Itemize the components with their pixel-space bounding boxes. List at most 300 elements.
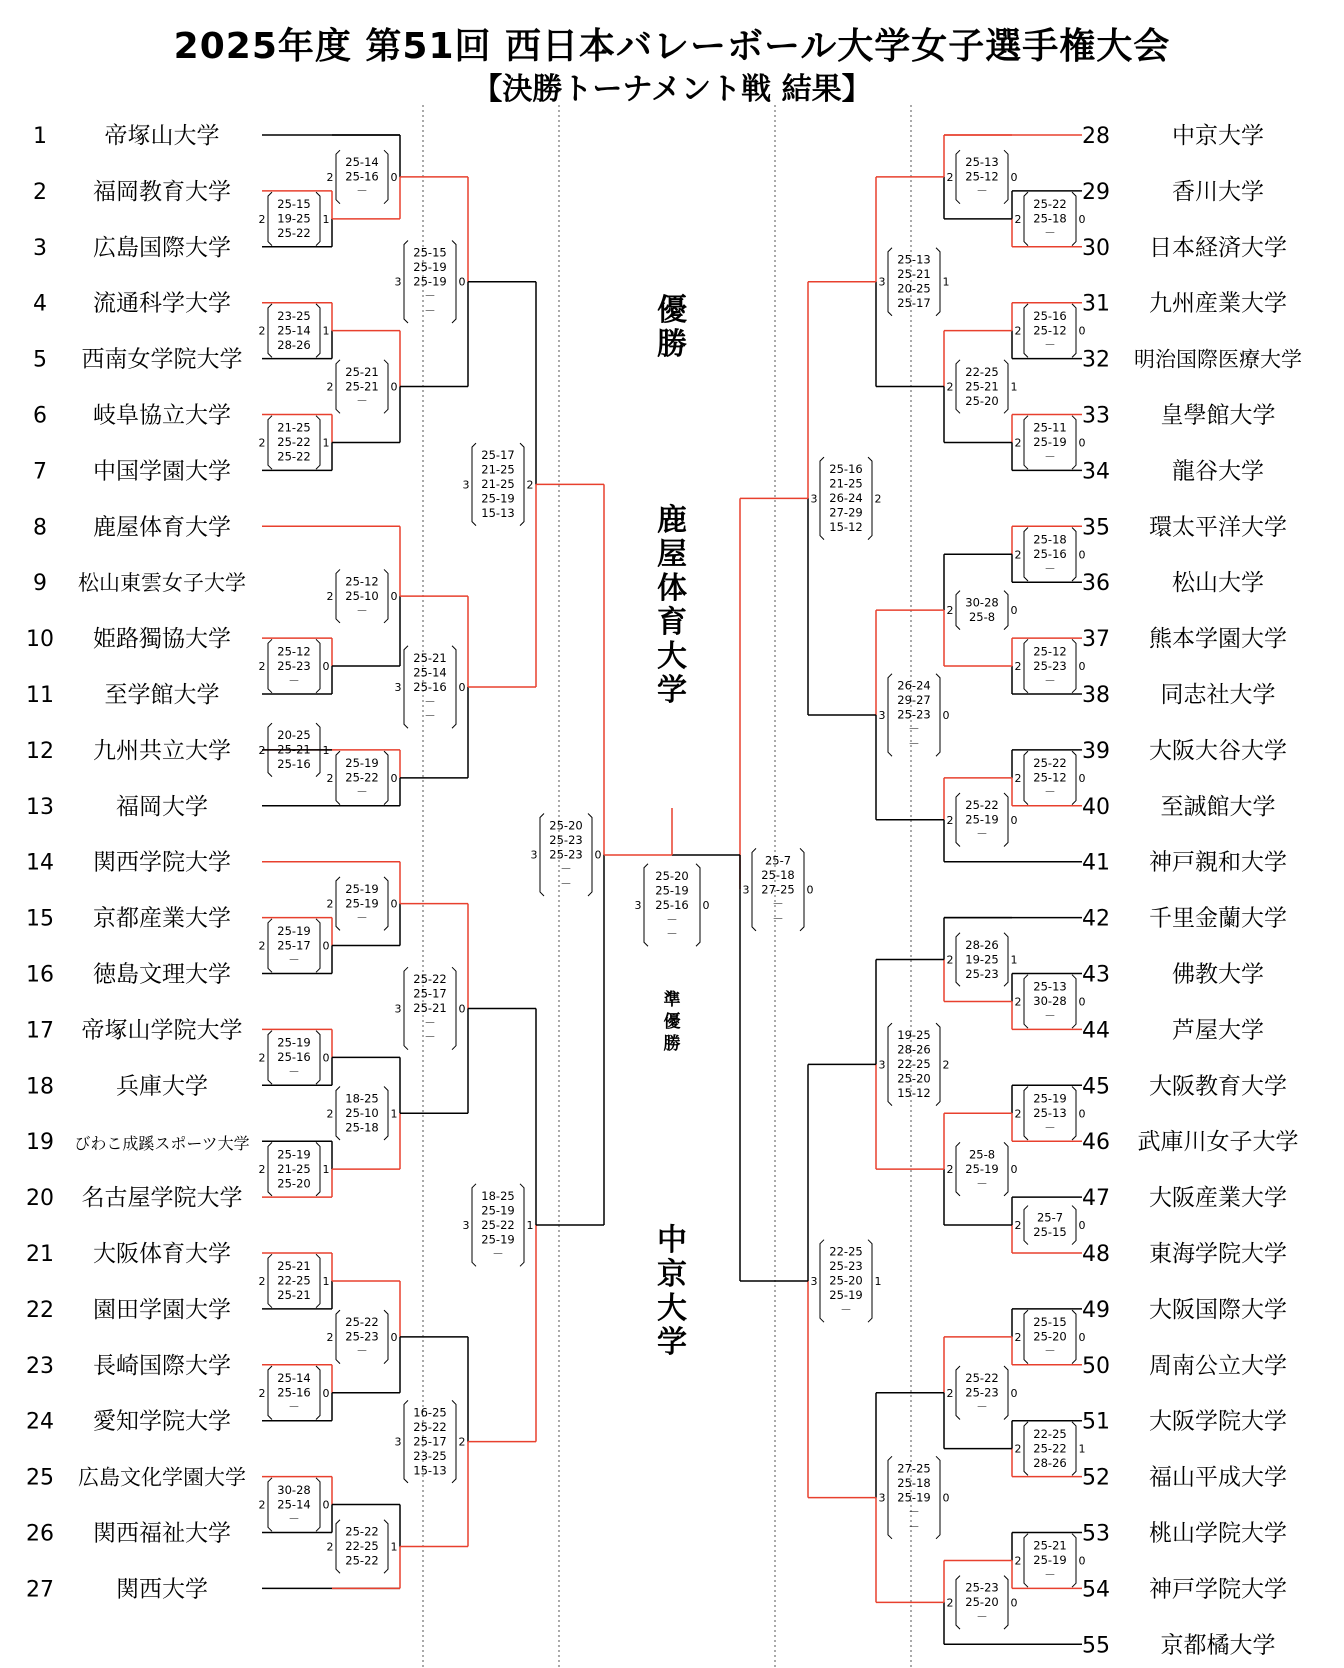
set-score: 25-23 (549, 847, 583, 862)
match-score (1015, 1534, 1086, 1588)
sets-won-b: 0 (942, 708, 950, 722)
set-score: 15-13 (481, 506, 515, 521)
team-number: 7 (33, 459, 47, 485)
set-score: 25-19 (481, 1203, 515, 1218)
sets-won-a: 2 (1014, 1330, 1022, 1344)
set-score: 25-22 (965, 798, 999, 813)
team-name: 帝塚山大学 (104, 123, 220, 149)
sets-won-a: 2 (326, 590, 334, 604)
sets-won-b: 0 (1078, 1107, 1086, 1121)
final-match-score (635, 864, 710, 947)
set-score: 25-23 (277, 658, 311, 673)
team-entry (26, 1241, 231, 1267)
match-score (879, 1456, 950, 1539)
bracket-bracket-left (1024, 1310, 1028, 1364)
match-score (395, 240, 466, 322)
sets-won-a: 2 (326, 1540, 334, 1554)
set-score: 25-19 (897, 1490, 931, 1505)
team-name: 姫路獨協大学 (93, 626, 231, 653)
sets-won-b: 0 (458, 681, 466, 695)
bracket-bracket-right (868, 1240, 872, 1323)
set-score: － (356, 184, 368, 199)
team-number: 37 (1082, 627, 1110, 653)
team-entry (26, 682, 220, 708)
team-number: 29 (1082, 179, 1110, 205)
set-score: － (1044, 673, 1056, 688)
set-score: 25-20 (277, 1176, 311, 1191)
set-score: 30-28 (965, 595, 999, 610)
set-score: 25-20 (549, 818, 583, 833)
bracket-bracket-right (1004, 1142, 1008, 1196)
sets-won-a: 2 (326, 771, 334, 785)
set-score: 25-21 (897, 267, 931, 282)
bracket-bracket-left (644, 864, 648, 947)
match-score (1015, 192, 1086, 246)
set-score: － (1044, 1120, 1056, 1135)
team-entry (1082, 348, 1302, 373)
match-score (879, 248, 950, 316)
team-entry (1082, 1521, 1287, 1547)
team-name: 福山平成大学 (1149, 1464, 1287, 1491)
sets-won-b: 0 (1078, 1219, 1086, 1233)
set-score: 25-16 (829, 462, 863, 477)
team-name: 関西福祉大学 (93, 1520, 231, 1547)
sets-won-a: 2 (1014, 660, 1022, 674)
set-score: 19-25 (965, 952, 999, 967)
set-score: 25-20 (655, 868, 689, 883)
match-score (879, 1023, 950, 1106)
sets-won-b: 0 (322, 939, 330, 953)
match-score (327, 150, 398, 204)
set-score: 25-16 (277, 757, 311, 772)
set-score: － (1044, 226, 1056, 241)
bracket-bracket-right (936, 1456, 940, 1539)
vertical-char: 優 (657, 293, 687, 328)
set-score: － (492, 1246, 504, 1261)
team-name: 大阪大谷大学 (1149, 737, 1287, 764)
vertical-char: 大 (657, 1291, 687, 1326)
bracket-bracket-left (888, 248, 892, 316)
team-number: 53 (1082, 1521, 1110, 1547)
set-score: 25-22 (965, 1371, 999, 1385)
team-name: 龍谷大学 (1172, 458, 1264, 485)
sets-won-b: 0 (322, 1051, 330, 1065)
sets-won-a: 2 (1014, 1554, 1022, 1568)
sets-won-b: 1 (942, 275, 950, 289)
match-score (327, 360, 398, 414)
bracket-bracket-right (1072, 1087, 1076, 1141)
sets-won-b: 0 (390, 1330, 398, 1344)
page-subtitle: 【決勝トーナメント戦 結果】 (472, 72, 872, 107)
team-name: 周南公立大学 (1149, 1352, 1287, 1379)
set-score: － (666, 926, 678, 941)
set-score: 19-25 (897, 1028, 931, 1043)
bracket-bracket-right (452, 1400, 456, 1483)
sets-won-a: 2 (326, 897, 334, 911)
set-score: 16-25 (413, 1405, 447, 1420)
set-score: 25-22 (345, 1553, 379, 1568)
team-number: 4 (33, 291, 47, 317)
bracket-bracket-left (540, 813, 544, 896)
team-number: 54 (1082, 1577, 1110, 1603)
sets-won-b: 2 (874, 492, 882, 506)
bracket-bracket-left (404, 1400, 408, 1483)
sets-won-a: 2 (258, 1498, 266, 1512)
sets-won-b: 0 (702, 899, 710, 912)
set-score: － (908, 1519, 920, 1534)
team-number: 39 (1082, 738, 1110, 764)
team-entry (1082, 1409, 1287, 1435)
bracket-bracket-right (316, 1366, 320, 1420)
page-title: 2025年度 第51回 西日本バレーボール大学女子選手権大会 (173, 26, 1171, 67)
sets-won-a: 2 (946, 604, 954, 618)
sets-won-b: 1 (874, 1274, 882, 1288)
team-number: 34 (1082, 459, 1110, 485)
set-score: － (288, 952, 300, 967)
bracket-bracket-right (1004, 1366, 1008, 1420)
match-score (259, 639, 330, 693)
bracket-bracket-right (1072, 639, 1076, 693)
set-score: 25-16 (413, 679, 447, 694)
team-number: 10 (26, 627, 54, 653)
set-score: 25-14 (277, 1497, 311, 1512)
set-score: － (840, 1302, 852, 1317)
bracket-bracket-left (1024, 639, 1028, 693)
set-score: 25-19 (345, 756, 379, 771)
set-score: 25-17 (481, 448, 515, 463)
sets-won-a: 2 (946, 380, 954, 394)
team-name: 中国学園大学 (93, 458, 231, 485)
bracket-bracket-right (384, 1087, 388, 1141)
match-score (811, 1240, 882, 1323)
set-score: 25-21 (1033, 1538, 1067, 1553)
bracket-bracket-right (520, 443, 524, 526)
bracket-bracket-left (1024, 1534, 1028, 1588)
team-entry (1082, 1353, 1287, 1379)
sets-won-a: 3 (462, 478, 470, 492)
bracket-bracket-left (1024, 751, 1028, 805)
team-name: 流通科学大学 (93, 290, 231, 317)
match-score (1015, 639, 1086, 693)
team-number: 21 (26, 1242, 54, 1267)
set-score: 25-19 (1033, 1091, 1067, 1106)
match-score (947, 591, 1018, 630)
sets-won-a: 3 (394, 681, 402, 695)
set-score: 25-19 (481, 491, 515, 506)
bracket-bracket-left (1024, 528, 1028, 582)
team-name: 西南女学院大学 (81, 346, 243, 373)
team-name: 同志社大学 (1160, 682, 1276, 708)
set-score: 25-18 (1033, 211, 1067, 226)
team-entry (26, 850, 231, 876)
sets-won-a: 2 (258, 324, 266, 338)
set-score: 25-19 (277, 923, 311, 938)
sets-won-b: 1 (322, 743, 330, 757)
bracket-bracket-left (1024, 416, 1028, 470)
bracket-bracket-left (1024, 192, 1028, 246)
match-score (259, 1254, 330, 1308)
sets-won-b: 1 (322, 1163, 330, 1177)
bracket-bracket-left (956, 793, 960, 847)
set-score: － (560, 876, 572, 891)
set-score: 25-7 (764, 853, 792, 868)
team-number: 25 (26, 1465, 54, 1491)
bracket-bracket-left (888, 1456, 892, 1539)
sets-won-b: 0 (458, 275, 466, 289)
match-score (395, 1400, 466, 1483)
bracket-bracket-right (588, 813, 592, 896)
team-number: 5 (33, 347, 47, 373)
match-score (259, 1142, 330, 1196)
team-entry (1082, 179, 1264, 205)
team-entry (1082, 1017, 1264, 1043)
match-score (259, 919, 330, 973)
bracket-bracket-right (1072, 416, 1076, 470)
team-entry (1082, 235, 1287, 261)
team-entry (26, 1185, 243, 1211)
bracket-bracket-left (1024, 1087, 1028, 1141)
sets-won-b: 1 (322, 324, 330, 338)
set-score: 25-12 (1033, 323, 1067, 338)
sets-won-a: 3 (394, 275, 402, 289)
sets-won-b: 0 (322, 1498, 330, 1512)
team-number: 47 (1082, 1186, 1110, 1212)
set-score: 25-20 (1033, 1329, 1067, 1344)
team-number: 22 (26, 1297, 54, 1323)
sets-won-b: 0 (322, 660, 330, 674)
team-number: 43 (1082, 962, 1110, 988)
sets-won-b: 0 (390, 380, 398, 394)
set-score: － (908, 1504, 920, 1519)
sets-won-a: 2 (258, 212, 266, 226)
team-entry (26, 738, 231, 764)
set-score: － (356, 785, 368, 800)
sets-won-a: 2 (946, 813, 954, 827)
vertical-char: 優 (663, 1012, 681, 1032)
match-score (259, 1366, 330, 1420)
set-score: 25-16 (277, 1050, 311, 1065)
team-number: 24 (26, 1409, 54, 1435)
bracket-bracket-left (336, 1310, 340, 1364)
bracket-bracket-left (472, 1184, 476, 1267)
set-score: － (424, 288, 436, 303)
set-score: 25-23 (1033, 658, 1067, 673)
set-score: 25-22 (1033, 197, 1067, 212)
sets-won-b: 0 (1010, 604, 1018, 618)
team-number: 28 (1082, 124, 1110, 149)
team-number: 19 (26, 1130, 54, 1156)
sets-won-a: 2 (258, 1051, 266, 1065)
set-score: 25-23 (829, 1259, 863, 1274)
set-score: 25-23 (965, 1385, 999, 1400)
vertical-char: 京 (657, 1257, 687, 1292)
match-score (1015, 975, 1086, 1028)
vertical-char: 中 (657, 1223, 687, 1258)
team-name: びわこ成蹊スポーツ大学 (74, 1134, 250, 1154)
match-score (327, 1310, 398, 1364)
set-score: 25-19 (277, 1035, 311, 1050)
bracket-bracket-right (384, 360, 388, 414)
vertical-char: 屋 (657, 537, 687, 572)
set-score: 25-22 (345, 770, 379, 785)
team-name: 日本経済大学 (1149, 234, 1287, 261)
bracket-bracket-right (1072, 1422, 1076, 1476)
match-score (259, 1478, 330, 1532)
sets-won-a: 2 (326, 1330, 334, 1344)
team-number: 1 (33, 124, 47, 149)
team-entry (1082, 514, 1287, 540)
match-score (1015, 528, 1086, 582)
match-score (463, 1184, 534, 1267)
team-name: 岐阜協立大学 (93, 402, 231, 429)
bracket-bracket-left (268, 1142, 272, 1196)
bracket-bracket-left (336, 877, 340, 931)
team-entry (26, 1576, 208, 1602)
set-score: 28-26 (897, 1042, 931, 1057)
set-score: － (356, 1344, 368, 1359)
set-score: － (1044, 1567, 1056, 1582)
team-entry (1082, 962, 1264, 988)
team-name: 名古屋学院大学 (81, 1185, 243, 1212)
team-number: 42 (1082, 906, 1110, 932)
set-score: 25-14 (413, 665, 447, 680)
sets-won-a: 2 (946, 1596, 954, 1610)
sets-won-a: 2 (1014, 324, 1022, 338)
team-entry (33, 123, 220, 149)
set-score: 25-21 (345, 364, 379, 379)
set-score: 25-19 (345, 881, 379, 896)
set-score: － (424, 1030, 436, 1045)
set-score: 15-12 (897, 1086, 931, 1101)
set-score: 25-22 (481, 1217, 515, 1232)
team-entry (33, 458, 231, 484)
set-score: 25-22 (345, 1524, 379, 1539)
set-score: 25-22 (413, 972, 447, 987)
bracket-bracket-left (956, 1142, 960, 1196)
sets-won-a: 2 (258, 939, 266, 953)
set-score: 25-19 (655, 883, 689, 898)
team-number: 17 (26, 1018, 54, 1044)
bracket-bracket-left (956, 360, 960, 414)
team-entry (1082, 682, 1276, 708)
sets-won-b: 1 (1010, 953, 1018, 967)
team-number: 3 (33, 235, 47, 261)
match-score (259, 304, 330, 358)
set-score: 21-25 (277, 1161, 311, 1176)
set-score: 25-17 (413, 1434, 447, 1449)
team-entry (33, 403, 231, 429)
sets-won-b: 2 (942, 1058, 950, 1072)
bracket-bracket-right (1072, 975, 1076, 1028)
team-number: 12 (26, 738, 54, 764)
sets-won-a: 3 (878, 1491, 886, 1505)
team-entry (1082, 1632, 1276, 1658)
sets-won-a: 2 (946, 1386, 954, 1400)
bracket-bracket-right (384, 877, 388, 931)
set-score: － (288, 1511, 300, 1526)
match-score (463, 443, 534, 526)
set-score: 23-25 (277, 308, 311, 323)
set-score: 25-23 (549, 832, 583, 847)
set-score: － (976, 1609, 988, 1624)
set-score: 25-12 (277, 644, 311, 659)
sets-won-b: 1 (390, 1107, 398, 1121)
set-score: 25-22 (277, 449, 311, 464)
bracket-bracket-left (268, 1031, 272, 1085)
set-score: 25-17 (413, 986, 447, 1001)
set-score: 25-12 (1033, 644, 1067, 659)
set-score: 21-25 (481, 477, 515, 492)
bracket-bracket-right (384, 1520, 388, 1574)
team-entry (1082, 291, 1287, 317)
sets-won-a: 3 (462, 1219, 470, 1233)
team-number: 35 (1082, 515, 1110, 541)
team-entry (26, 962, 231, 988)
set-score: 25-18 (897, 1475, 931, 1490)
sets-won-a: 2 (258, 1386, 266, 1400)
team-entry (1082, 1129, 1299, 1155)
bracket-bracket-left (404, 967, 408, 1050)
match-score (1015, 751, 1086, 805)
match-score (259, 416, 330, 470)
bracket-bracket-left (336, 1087, 340, 1141)
team-number: 30 (1082, 235, 1110, 261)
bracket-bracket-left (1024, 1206, 1028, 1245)
team-number: 8 (33, 515, 47, 541)
bracket-bracket-right (316, 192, 320, 246)
bracket-bracket-left (752, 848, 756, 931)
set-score: 29-27 (897, 693, 931, 708)
bracket-bracket-right (316, 416, 320, 470)
team-number: 55 (1082, 1633, 1110, 1659)
match-score (1015, 1310, 1086, 1364)
runner-up-label (664, 989, 681, 1054)
set-score: 25-13 (1033, 979, 1067, 994)
set-score: － (288, 673, 300, 688)
set-score: 21-25 (277, 420, 311, 435)
sets-won-b: 0 (594, 848, 602, 862)
team-entry (33, 347, 243, 373)
sets-won-b: 0 (806, 883, 814, 897)
team-number: 16 (26, 962, 54, 988)
set-score: 25-17 (277, 938, 311, 953)
set-score: 25-7 (1036, 1210, 1064, 1225)
set-score: 27-29 (829, 505, 863, 520)
set-score: 25-21 (965, 379, 999, 394)
team-number: 51 (1082, 1409, 1110, 1435)
set-score: 25-19 (413, 259, 447, 274)
sets-won-a: 2 (326, 380, 334, 394)
team-entry (1082, 906, 1287, 932)
set-score: － (976, 827, 988, 842)
match-score (395, 646, 466, 729)
team-entry (33, 235, 231, 261)
set-score: 25-21 (277, 1259, 311, 1274)
left-team-list (26, 123, 250, 1602)
sets-won-a: 2 (946, 170, 954, 184)
set-score: 25-21 (277, 1288, 311, 1303)
sets-won-a: 2 (258, 1163, 266, 1177)
team-number: 31 (1082, 291, 1110, 317)
winner-label (657, 293, 687, 362)
bracket-bracket-right (1072, 751, 1076, 805)
team-entry (1082, 403, 1276, 429)
set-score: 25-22 (345, 1315, 379, 1330)
team-name: 広島文化学園大学 (78, 1465, 246, 1490)
set-score: － (666, 912, 678, 927)
team-number: 40 (1082, 794, 1110, 820)
team-number: 44 (1082, 1018, 1110, 1044)
